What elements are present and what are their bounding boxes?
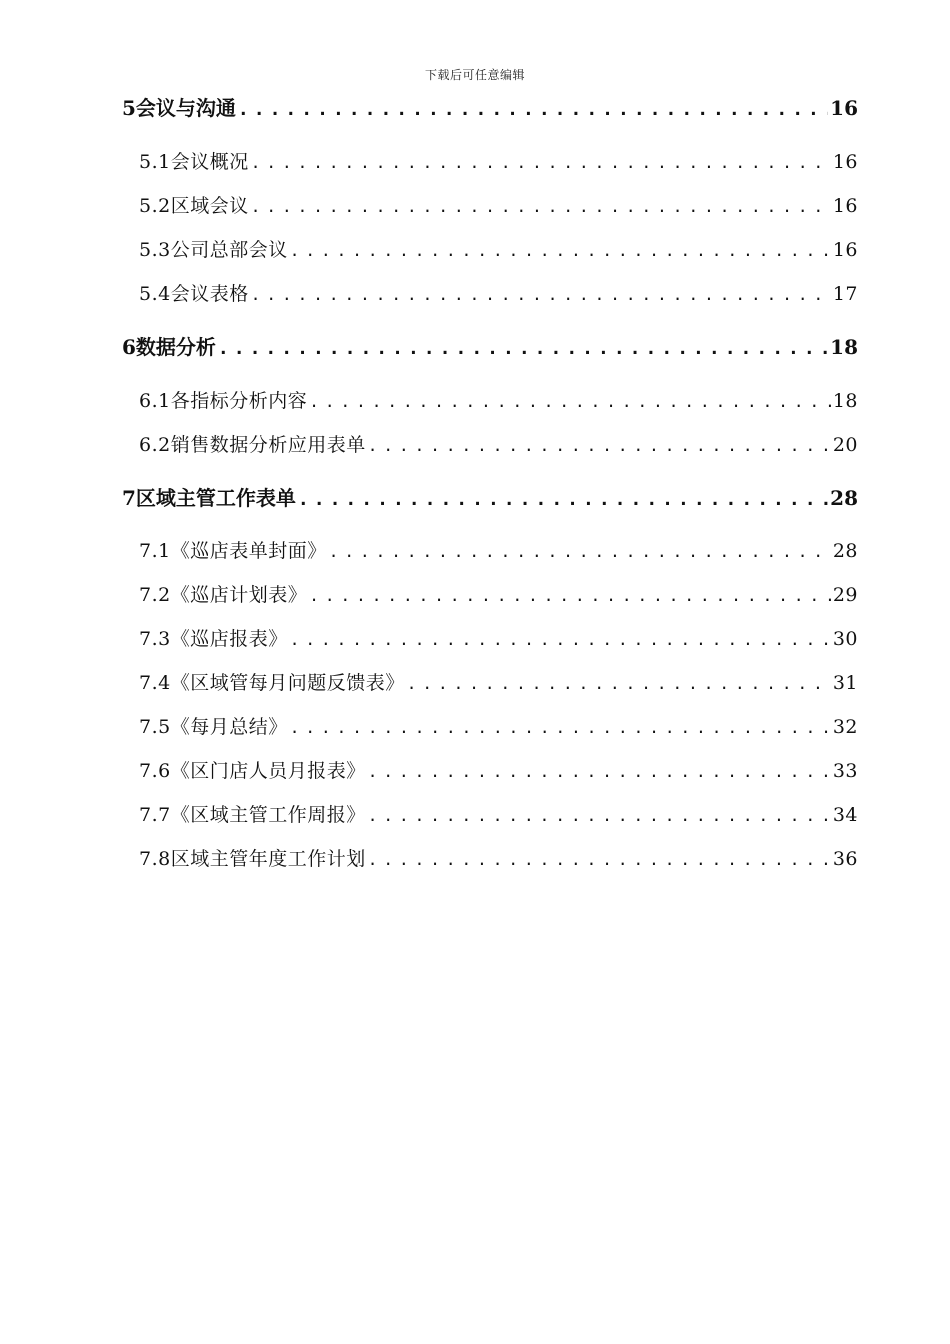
toc-entry-7-3[interactable] — [139, 624, 858, 651]
toc-entry-page: 18 — [832, 390, 858, 412]
toc-entry-5-1[interactable] — [139, 147, 858, 174]
toc-entry-5-3[interactable] — [139, 235, 858, 262]
toc-entry-label: 5.2区域会议 — [139, 195, 249, 217]
toc-entry-label: 7.1《巡店表单封面》 — [139, 540, 327, 562]
toc-entry-section-5[interactable] — [122, 92, 858, 121]
toc-entry-5-2[interactable] — [139, 191, 858, 218]
toc-entry-page: 32 — [832, 716, 858, 738]
toc-entry-7-4[interactable] — [139, 668, 858, 695]
toc-entry-6-2[interactable] — [139, 430, 858, 457]
toc-entry-7-7[interactable] — [139, 800, 858, 827]
toc-entry-page: 28 — [830, 486, 858, 510]
page-header-note: 下载后可任意编辑 — [424, 68, 525, 82]
dot-leader — [368, 762, 831, 781]
toc-entry-page: 34 — [832, 804, 858, 826]
toc-entry-7-1[interactable] — [139, 536, 858, 563]
toc-entry-section-7[interactable] — [122, 482, 858, 511]
dot-leader — [290, 718, 831, 737]
toc-entry-page: 16 — [832, 195, 858, 217]
toc-entry-page: 18 — [830, 335, 858, 359]
dot-leader — [407, 674, 831, 693]
toc-entry-page: 28 — [832, 540, 858, 562]
dot-leader — [368, 850, 831, 869]
toc-entry-page: 30 — [832, 628, 858, 650]
toc-entry-label: 5会议与沟通 — [122, 96, 236, 120]
dot-leader — [368, 806, 831, 825]
dot-leader — [218, 338, 828, 359]
dot-leader — [290, 241, 831, 260]
toc-entry-label: 5.4会议表格 — [139, 283, 249, 305]
toc-entry-section-6[interactable] — [122, 331, 858, 360]
toc-entry-page: 17 — [832, 283, 858, 305]
toc-entry-label: 7.3《巡店报表》 — [139, 628, 288, 650]
toc-entry-label: 7区域主管工作表单 — [122, 486, 296, 510]
dot-leader — [238, 99, 828, 120]
toc-entry-label: 7.4《区域管每月问题反馈表》 — [139, 672, 405, 694]
toc-entry-page: 16 — [830, 96, 858, 120]
dot-leader — [309, 586, 831, 605]
toc-entry-label: 5.1会议概况 — [139, 151, 249, 173]
toc-entry-page: 16 — [832, 151, 858, 173]
toc-entry-6-1[interactable] — [139, 386, 858, 413]
dot-leader — [290, 630, 831, 649]
dot-leader — [298, 489, 828, 510]
toc-entry-page: 16 — [832, 239, 858, 261]
dot-leader — [329, 542, 831, 561]
toc-entry-label: 7.6《区门店人员月报表》 — [139, 760, 366, 782]
toc-entry-label: 7.8区域主管年度工作计划 — [139, 848, 366, 870]
toc-entry-5-4[interactable] — [139, 279, 858, 306]
dot-leader — [251, 197, 831, 216]
toc-entry-label: 7.5《每月总结》 — [139, 716, 288, 738]
toc-entry-7-2[interactable] — [139, 580, 858, 607]
toc-entry-page: 33 — [832, 760, 858, 782]
toc-entry-label: 6.1各指标分析内容 — [139, 390, 308, 412]
toc-entry-label: 7.2《巡店计划表》 — [139, 584, 308, 606]
dot-leader — [251, 153, 831, 172]
dot-leader — [251, 285, 831, 304]
toc-entry-7-5[interactable] — [139, 712, 858, 739]
toc-entry-page: 31 — [832, 672, 858, 694]
toc-entry-label: 7.7《区域主管工作周报》 — [139, 804, 366, 826]
toc-entry-page: 20 — [832, 434, 858, 456]
toc-entry-7-8[interactable] — [139, 844, 858, 871]
toc-entry-7-6[interactable] — [139, 756, 858, 783]
toc-entry-page: 36 — [832, 848, 858, 870]
dot-leader — [309, 392, 831, 411]
toc-entry-label: 6数据分析 — [122, 335, 216, 359]
toc-entry-label: 6.2销售数据分析应用表单 — [139, 434, 366, 456]
toc-entry-page: 29 — [832, 584, 858, 606]
dot-leader — [368, 436, 831, 455]
toc-entry-label: 5.3公司总部会议 — [139, 239, 288, 261]
